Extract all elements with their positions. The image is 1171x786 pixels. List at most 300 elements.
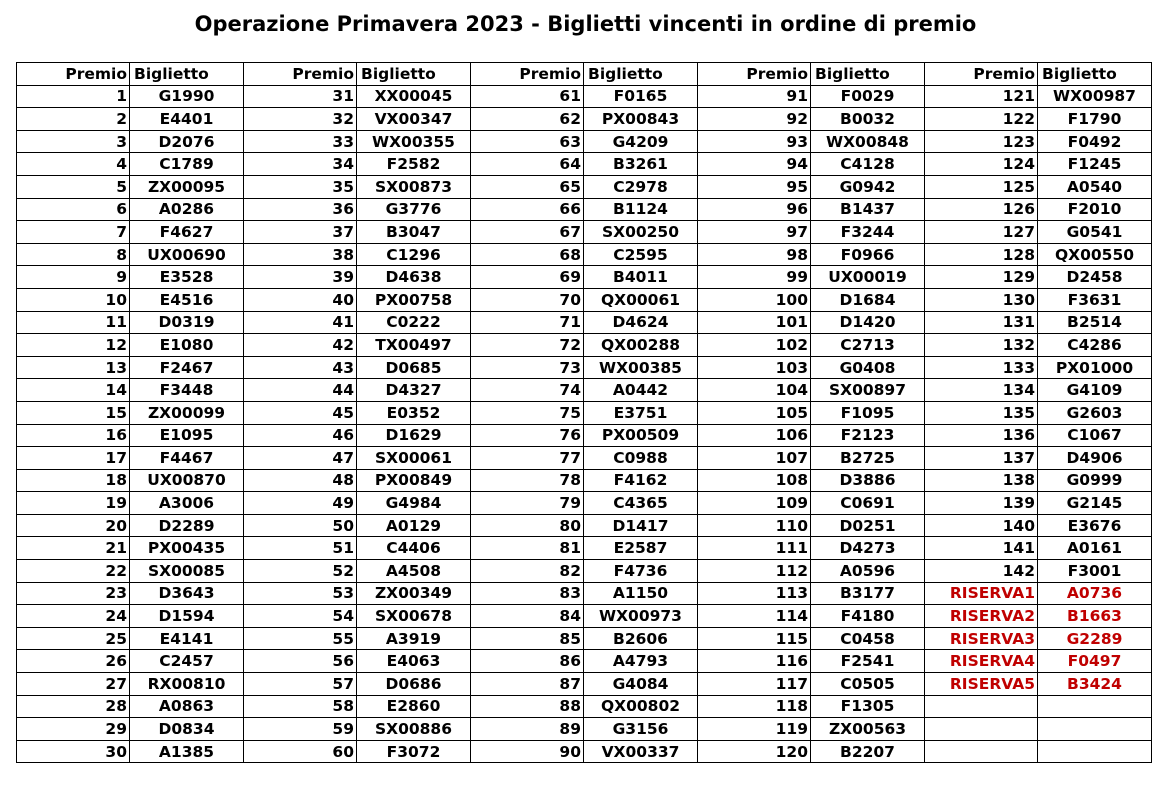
ticket-code: A4793 [584,650,698,673]
table-row [17,469,1152,492]
prize-number: 50 [244,514,357,537]
table-row [17,288,1152,311]
prize-number: 26 [17,650,130,673]
prize-number: 33 [244,130,357,153]
ticket-code: F1790 [1038,108,1152,131]
prize-number: 7 [17,221,130,244]
page-title: Operazione Primavera 2023 - Biglietti vincenti in ordine di premio [194,12,977,36]
prize-number: 72 [471,334,584,357]
ticket-code: PX00509 [584,424,698,447]
table-row [17,379,1152,402]
header-premio: Premio [471,63,584,86]
ticket-code: F0492 [1038,130,1152,153]
ticket-code: B2606 [584,627,698,650]
ticket-code: E3751 [584,401,698,424]
ticket-code: ZX00349 [357,582,471,605]
prize-number: 80 [471,514,584,537]
ticket-code: C2978 [584,175,698,198]
ticket-code: A0286 [130,198,244,221]
prize-number: 103 [698,356,811,379]
ticket-code: B2514 [1038,311,1152,334]
ticket-code: B3177 [811,582,925,605]
ticket-code: F2123 [811,424,925,447]
ticket-code: F1305 [811,695,925,718]
prize-number: 87 [471,673,584,696]
ticket-code [1038,718,1152,741]
ticket-code: G4984 [357,492,471,515]
ticket-code: C4406 [357,537,471,560]
header-premio: Premio [698,63,811,86]
ticket-code: D4638 [357,266,471,289]
prize-number: 93 [698,130,811,153]
ticket-code: D1629 [357,424,471,447]
ticket-code: WX00987 [1038,85,1152,108]
prize-number: 118 [698,695,811,718]
prize-number: 71 [471,311,584,334]
prize-number: 44 [244,379,357,402]
prize-number: 25 [17,627,130,650]
ticket-code [1038,740,1152,763]
prize-number: 141 [925,537,1038,560]
prize-number [925,695,1038,718]
prize-number: 3 [17,130,130,153]
prize-number: 19 [17,492,130,515]
prize-number: 38 [244,243,357,266]
ticket-code: F4467 [130,447,244,470]
ticket-code: E4063 [357,650,471,673]
prize-number: 28 [17,695,130,718]
prize-number: 112 [698,560,811,583]
prize-number: 119 [698,718,811,741]
reserve-ticket: A0736 [1038,582,1152,605]
table-row [17,424,1152,447]
ticket-code: PX00849 [357,469,471,492]
ticket-code: UX00870 [130,469,244,492]
ticket-code: QX00288 [584,334,698,357]
ticket-code: E4401 [130,108,244,131]
ticket-code: D0685 [357,356,471,379]
prize-number: 120 [698,740,811,763]
reserve-ticket: B3424 [1038,673,1152,696]
prize-number: 139 [925,492,1038,515]
prize-number: 2 [17,108,130,131]
prize-number: 81 [471,537,584,560]
ticket-code: F1245 [1038,153,1152,176]
reserve-ticket: B1663 [1038,605,1152,628]
reserve-label: RISERVA1 [925,582,1038,605]
header-biglietto: Biglietto [1038,63,1152,86]
table-row [17,266,1152,289]
prize-number: 82 [471,560,584,583]
prize-number: 117 [698,673,811,696]
ticket-code: F2541 [811,650,925,673]
ticket-code: B3047 [357,221,471,244]
prize-number: 138 [925,469,1038,492]
prize-number: 73 [471,356,584,379]
prize-number: 142 [925,560,1038,583]
ticket-code: SX00250 [584,221,698,244]
ticket-code: F0966 [811,243,925,266]
ticket-code: F2582 [357,153,471,176]
ticket-code: A0161 [1038,537,1152,560]
ticket-code: E0352 [357,401,471,424]
ticket-code: F4627 [130,221,244,244]
prize-number: 66 [471,198,584,221]
prize-number: 51 [244,537,357,560]
table-row [17,718,1152,741]
prize-number: 56 [244,650,357,673]
ticket-code: F0165 [584,85,698,108]
prize-number: 52 [244,560,357,583]
table-row [17,108,1152,131]
prize-number: 41 [244,311,357,334]
prize-number: 12 [17,334,130,357]
ticket-code: WX00973 [584,605,698,628]
prize-number: 40 [244,288,357,311]
ticket-code: F3448 [130,379,244,402]
prize-number: 42 [244,334,357,357]
reserve-ticket: G2289 [1038,627,1152,650]
prize-number: 30 [17,740,130,763]
header-biglietto: Biglietto [811,63,925,86]
ticket-code: D4906 [1038,447,1152,470]
prize-number: 10 [17,288,130,311]
ticket-code: B4011 [584,266,698,289]
ticket-code: D0251 [811,514,925,537]
table-row [17,334,1152,357]
ticket-code: F0029 [811,85,925,108]
ticket-code: A4508 [357,560,471,583]
ticket-code: G0408 [811,356,925,379]
prize-number: 125 [925,175,1038,198]
table-header-row [17,63,1152,86]
ticket-code: SX00886 [357,718,471,741]
ticket-code: B1124 [584,198,698,221]
ticket-code: SX00678 [357,605,471,628]
table-row [17,130,1152,153]
ticket-code: B1437 [811,198,925,221]
ticket-code: E1095 [130,424,244,447]
prize-number: 5 [17,175,130,198]
prize-number: 57 [244,673,357,696]
table-row [17,243,1152,266]
prize-number: 6 [17,198,130,221]
prize-number: 43 [244,356,357,379]
prize-number [925,740,1038,763]
ticket-code: C0222 [357,311,471,334]
ticket-code: F1095 [811,401,925,424]
ticket-code: D4273 [811,537,925,560]
prize-number: 124 [925,153,1038,176]
prize-number: 123 [925,130,1038,153]
prize-number: 99 [698,266,811,289]
ticket-code: C0988 [584,447,698,470]
prize-number: 15 [17,401,130,424]
ticket-code: SX00873 [357,175,471,198]
prize-number: 48 [244,469,357,492]
table-row [17,492,1152,515]
header-premio: Premio [925,63,1038,86]
prize-number: 54 [244,605,357,628]
prize-number: 130 [925,288,1038,311]
ticket-code: C4365 [584,492,698,515]
ticket-code: B0032 [811,108,925,131]
prize-number: 22 [17,560,130,583]
ticket-code: D1594 [130,605,244,628]
table-row [17,175,1152,198]
ticket-code: B2725 [811,447,925,470]
table-row [17,221,1152,244]
table-row [17,695,1152,718]
table-row [17,356,1152,379]
ticket-code: E3528 [130,266,244,289]
prize-number: 8 [17,243,130,266]
ticket-code: D1684 [811,288,925,311]
prize-number: 133 [925,356,1038,379]
ticket-code: VX00347 [357,108,471,131]
ticket-code: A0129 [357,514,471,537]
prize-number: 107 [698,447,811,470]
prize-number: 64 [471,153,584,176]
prize-number: 96 [698,198,811,221]
ticket-code: C4286 [1038,334,1152,357]
prize-number: 16 [17,424,130,447]
prize-number: 70 [471,288,584,311]
ticket-code: PX00435 [130,537,244,560]
header-premio: Premio [244,63,357,86]
prize-number: 67 [471,221,584,244]
ticket-code: B3261 [584,153,698,176]
prize-number: 102 [698,334,811,357]
ticket-code: QX00061 [584,288,698,311]
ticket-code: G3156 [584,718,698,741]
ticket-code: ZX00563 [811,718,925,741]
table-row [17,198,1152,221]
table-row [17,560,1152,583]
ticket-code: B2207 [811,740,925,763]
reserve-label: RISERVA3 [925,627,1038,650]
prize-number: 24 [17,605,130,628]
prize-number: 21 [17,537,130,560]
ticket-code: C1296 [357,243,471,266]
ticket-code: SX00897 [811,379,925,402]
prize-number: 61 [471,85,584,108]
prize-number: 55 [244,627,357,650]
ticket-code: D0834 [130,718,244,741]
prize-number: 113 [698,582,811,605]
prize-number: 39 [244,266,357,289]
prize-number: 1 [17,85,130,108]
ticket-code: F3072 [357,740,471,763]
table-row [17,740,1152,763]
ticket-code: ZX00095 [130,175,244,198]
ticket-code: PX01000 [1038,356,1152,379]
table-row [17,582,1152,605]
ticket-code: SX00085 [130,560,244,583]
header-premio: Premio [17,63,130,86]
prize-number: 116 [698,650,811,673]
prize-number: 58 [244,695,357,718]
header-biglietto: Biglietto [357,63,471,86]
ticket-code: QX00802 [584,695,698,718]
prize-number: 109 [698,492,811,515]
prize-number: 110 [698,514,811,537]
ticket-code: A0596 [811,560,925,583]
prize-number: 68 [471,243,584,266]
prize-number: 91 [698,85,811,108]
ticket-code: XX00045 [357,85,471,108]
reserve-label: RISERVA4 [925,650,1038,673]
table-row [17,537,1152,560]
prize-number: 94 [698,153,811,176]
reserve-ticket: F0497 [1038,650,1152,673]
ticket-code: C1067 [1038,424,1152,447]
ticket-code: G2603 [1038,401,1152,424]
ticket-code: G4209 [584,130,698,153]
prize-number: 59 [244,718,357,741]
table-body [17,63,1152,763]
ticket-code: G3776 [357,198,471,221]
ticket-code: C1789 [130,153,244,176]
table-row [17,514,1152,537]
ticket-code: A0540 [1038,175,1152,198]
reserve-label: RISERVA5 [925,673,1038,696]
table-row [17,85,1152,108]
prize-number: 20 [17,514,130,537]
prize-number: 65 [471,175,584,198]
prize-number: 9 [17,266,130,289]
ticket-code: A0863 [130,695,244,718]
prize-number: 53 [244,582,357,605]
ticket-code: UX00019 [811,266,925,289]
prize-number: 84 [471,605,584,628]
ticket-code: F2467 [130,356,244,379]
winning-tickets-table [16,62,1152,763]
ticket-code: ZX00099 [130,401,244,424]
prize-number: 106 [698,424,811,447]
ticket-code: E4516 [130,288,244,311]
prize-number: 115 [698,627,811,650]
ticket-code: E1080 [130,334,244,357]
ticket-code: D3886 [811,469,925,492]
ticket-code: G0942 [811,175,925,198]
ticket-code: C2457 [130,650,244,673]
prize-number: 62 [471,108,584,131]
ticket-code: C2595 [584,243,698,266]
ticket-code: C2713 [811,334,925,357]
prize-number: 76 [471,424,584,447]
ticket-code: C0458 [811,627,925,650]
ticket-code: G2145 [1038,492,1152,515]
prize-number: 114 [698,605,811,628]
prize-number: 13 [17,356,130,379]
prize-number: 90 [471,740,584,763]
ticket-code: C0505 [811,673,925,696]
ticket-code: G1990 [130,85,244,108]
prize-number: 128 [925,243,1038,266]
ticket-code: F4162 [584,469,698,492]
prize-number: 79 [471,492,584,515]
reserve-label: RISERVA2 [925,605,1038,628]
prize-number: 104 [698,379,811,402]
ticket-code: F3244 [811,221,925,244]
ticket-code: WX00848 [811,130,925,153]
prize-number: 136 [925,424,1038,447]
prize-number: 92 [698,108,811,131]
prize-number: 135 [925,401,1038,424]
ticket-code: E2860 [357,695,471,718]
ticket-code: D2458 [1038,266,1152,289]
prize-number: 126 [925,198,1038,221]
table-row [17,401,1152,424]
prize-number: 69 [471,266,584,289]
prize-number: 101 [698,311,811,334]
prize-number: 74 [471,379,584,402]
ticket-code: E3676 [1038,514,1152,537]
ticket-code: D1420 [811,311,925,334]
ticket-code: A0442 [584,379,698,402]
prize-number: 63 [471,130,584,153]
ticket-code: A1150 [584,582,698,605]
prize-number: 86 [471,650,584,673]
prize-number: 85 [471,627,584,650]
prize-number: 29 [17,718,130,741]
ticket-code: WX00355 [357,130,471,153]
prize-number: 134 [925,379,1038,402]
prize-number: 89 [471,718,584,741]
ticket-code: G0999 [1038,469,1152,492]
table-row [17,627,1152,650]
ticket-code: A3919 [357,627,471,650]
prize-number: 122 [925,108,1038,131]
prize-number: 11 [17,311,130,334]
prize-number: 83 [471,582,584,605]
ticket-code: D4327 [357,379,471,402]
prize-number: 108 [698,469,811,492]
ticket-code: SX00061 [357,447,471,470]
prize-number: 17 [17,447,130,470]
ticket-code: WX00385 [584,356,698,379]
header-biglietto: Biglietto [584,63,698,86]
ticket-code: D0319 [130,311,244,334]
ticket-code: D2289 [130,514,244,537]
prize-number: 121 [925,85,1038,108]
ticket-code: F3001 [1038,560,1152,583]
ticket-code: F4736 [584,560,698,583]
ticket-code: F2010 [1038,198,1152,221]
prize-number: 131 [925,311,1038,334]
ticket-code: E4141 [130,627,244,650]
prize-number: 31 [244,85,357,108]
table-row [17,605,1152,628]
ticket-code: F4180 [811,605,925,628]
prize-number: 88 [471,695,584,718]
ticket-code: G0541 [1038,221,1152,244]
prize-number: 18 [17,469,130,492]
prize-number: 47 [244,447,357,470]
prize-number: 37 [244,221,357,244]
ticket-code: A3006 [130,492,244,515]
prize-number: 132 [925,334,1038,357]
prize-number: 77 [471,447,584,470]
prize-number: 129 [925,266,1038,289]
ticket-code: E2587 [584,537,698,560]
prize-number: 27 [17,673,130,696]
prize-number: 75 [471,401,584,424]
ticket-code: D0686 [357,673,471,696]
ticket-code: G4084 [584,673,698,696]
prize-number: 127 [925,221,1038,244]
